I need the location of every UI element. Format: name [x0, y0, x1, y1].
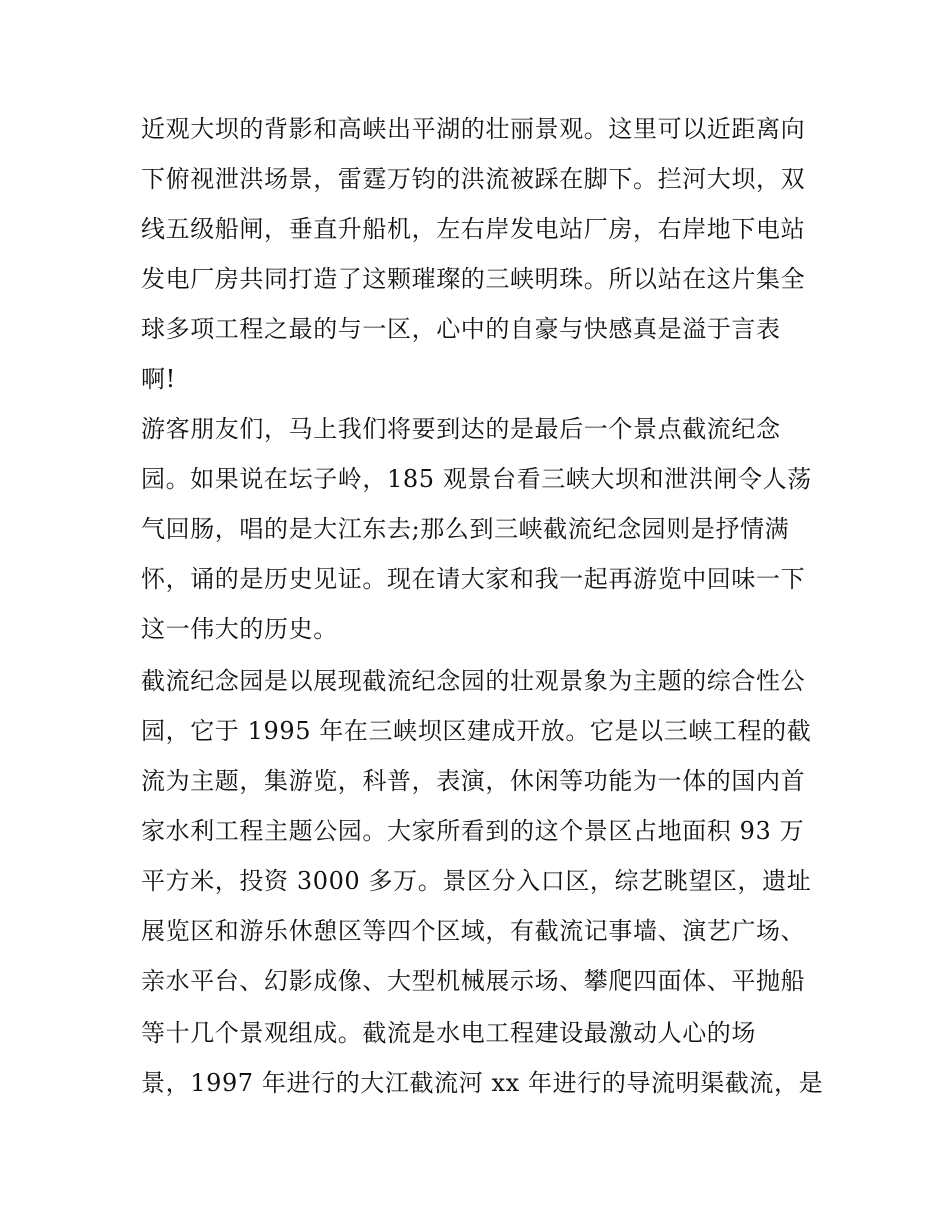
text-line: 线五级船闸，垂直升船机，左右岸发电站厂房，右岸地下电站: [141, 215, 806, 243]
text-line: 球多项工程之最的与一区，心中的自豪与快感真是溢于言表: [141, 315, 781, 343]
text-line: 近观大坝的背影和高峡出平湖的壮丽景观。这里可以近距离向: [141, 115, 806, 143]
text-line: 流为主题，集游览，科普，表演，休闲等功能为一体的国内首: [141, 767, 806, 795]
text-line: 气回肠，唱的是大江东去;那么到三峡截流纪念园则是抒情满: [141, 515, 790, 543]
text-line: 怀，诵的是历史见证。现在请大家和我一起再游览中回味一下: [141, 565, 806, 593]
text-line: 家水利工程主题公园。大家所看到的这个景区占地面积 93 万: [141, 817, 805, 845]
text-line: 平方米，投资 3000 多万。景区分入口区，综艺眺望区，遗址: [141, 867, 812, 895]
text-line: 游客朋友们，马上我们将要到达的是最后一个景点截流纪念: [141, 415, 781, 443]
text-line: 景，1997 年进行的大江截流河 xx 年进行的导流明渠截流，是: [141, 1069, 824, 1097]
text-line: 等十几个景观组成。截流是水电工程建设最激动人心的场: [141, 1019, 756, 1047]
text-line: 这一伟大的历史。: [141, 615, 338, 643]
text-line: 展览区和游乐休憩区等四个区域，有截流记事墙、演艺广场、: [141, 917, 806, 945]
text-line: 园，它于 1995 年在三峡坝区建成开放。它是以三峡工程的截: [141, 717, 812, 745]
text-line: 啊!: [141, 365, 176, 393]
text-line: 截流纪念园是以展现截流纪念园的壮观景象为主题的综合性公: [141, 667, 806, 695]
text-line: 发电厂房共同打造了这颗璀璨的三峡明珠。所以站在这片集全: [141, 265, 806, 293]
text-line: 园。如果说在坛子岭，185 观景台看三峡大坝和泄洪闸令人荡: [141, 465, 812, 493]
text-line: 下俯视泄洪场景，雷霆万钧的洪流被踩在脚下。拦河大坝，双: [141, 165, 806, 193]
text-line: 亲水平台、幻影成像、大型机械展示场、攀爬四面体、平抛船: [141, 967, 806, 995]
